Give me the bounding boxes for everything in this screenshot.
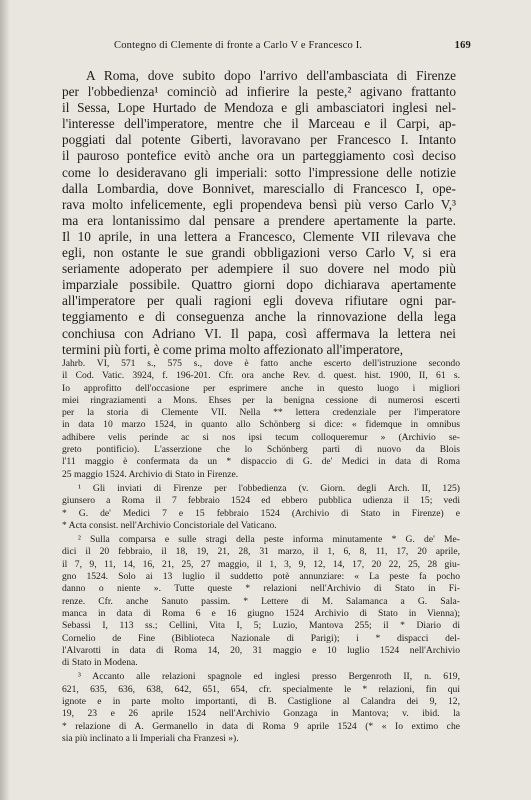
- footnote-line: gno 1524. Solo ai 13 luglio il suddetto potè annunziare: « La peste fa pocho: [62, 571, 460, 583]
- footnote-line: l'Alvarotti in data di Roma 14, 20, 31 maggio e 10 luglio 1524 nell'Archivio: [62, 644, 460, 656]
- body-line: rava molto infelicemente, egli propendeva bensì più verso Carlo V,³: [62, 196, 456, 212]
- footnote-line: Jahrb. VI, 571 s., 575 s., dove è fatto anche escerto dell'istruzione secondo: [62, 358, 460, 369]
- footnote-line: per la storia di Clemente VII. Nella ** lettera credenziale per l'imperatore: [62, 407, 460, 419]
- footnote-line: miei ringraziamenti a Mons. Ehses per la benigna cessione di numerosi escerti: [62, 394, 460, 406]
- footnote-line: ignote e in parte molto importanti, di B. Castiglione al Calandra dei 9, 12,: [62, 696, 460, 708]
- footnote-line: sia più inclinato a li Imperiali cha Franzesi »).: [62, 732, 239, 744]
- body-line: per l'obbedienza¹ cominciò ad infierire la peste,² agivano frattanto: [62, 84, 456, 100]
- body-line: il Sessa, Lope Hurtado de Mendoza e gli ambasciatori inglesi nel-: [62, 100, 456, 116]
- footnote-line: ³ Accanto alle relazioni spagnole ed inglesi presso Bergenroth II, n. 619,: [78, 671, 460, 683]
- footnotes: [62, 358, 460, 745]
- body-line: conchiusa con Adriano VI. Il papa, così affermava la lettera nei: [62, 325, 456, 341]
- body-line: teggiamento e di conseguenza anche la rinnovazione della lega: [62, 309, 456, 325]
- body-line: A Roma, dove subito dopo l'arrivo dell'ambasciata di Firenze: [86, 68, 456, 83]
- body-line: come lo desideravano gli imperiali: sotto l'impressione delle notizie: [62, 164, 456, 180]
- footnote-line: manca in data di Roma 6 e 16 giugno 1524 Archivio di Stato in Vienna);: [62, 607, 460, 619]
- body-line: imparziale possibile. Quattro giorni dopo dichiarava apertamente: [62, 277, 456, 293]
- footnote-line: l'11 maggio è confermata da un * dispaccio di G. de' Medici in data di Roma: [62, 456, 460, 468]
- footnote-line: in data 10 marzo 1524, in quanto allo Schönberg si dice: « fidemque in omnibus: [62, 419, 460, 431]
- body-line: Il 10 aprile, in una lettera a Francesco, Clemente VII rilevava che: [62, 228, 456, 244]
- footnote-line: 621, 635, 636, 638, 642, 651, 654, cfr. specialmente le * relazioni, fin qui: [62, 683, 460, 695]
- page-gutter-shadow: [0, 0, 10, 800]
- footnote-line: il 7, 9, 11, 14, 16, 21, 25, 27 maggio, il 1, 3, 9, 12, 14, 17, 20 22, 25, 28 giu-: [62, 558, 460, 570]
- footnote-line: * relazione di A. Germanello in data di Roma 9 aprile 1524 (* « Io extimo che: [62, 720, 460, 732]
- footnote-line: * Acta consist. nell'Archivio Concistoriale del Vaticano.: [62, 519, 277, 531]
- body-line: il pauroso pontefice evitò anche ora un parteggiamento così deciso: [62, 148, 456, 164]
- footnote-line: ² Sulla comparsa e sulle stragi della peste informa minutamente * G. de' Me-: [78, 534, 460, 546]
- footnote-line: ¹ Gli inviati di Firenze per l'obbedienza (v. Giorn. degli Arch. II, 125): [78, 482, 460, 494]
- body-line: all'imperatore per quali ragioni egli doveva rifiutare ogni par-: [62, 293, 456, 309]
- footnote-line: 19, 23 e 26 aprile 1524 nell'Archivio Gonzaga in Mantova; v. ibid. la: [62, 708, 460, 720]
- footnote-line: Io approfitto dell'occasione per esprimere anche in questo luogo i migliori: [62, 382, 460, 394]
- footnote-line: adhibere velis perinde ac si nos ipsi tecum colloqueremur » (Archivio se-: [62, 431, 460, 443]
- body-line: egli, non ostante le sue grandi obbligazioni verso Carlo V, si era: [62, 245, 456, 261]
- footnote-line: dici il 20 febbraio, il 18, 19, 21, 28, 31 marzo, il 1, 6, 8, 11, 17, 20 aprile,: [62, 546, 460, 558]
- body-line: ma era lontanissimo dal pensare a prendere apertamente la parte.: [62, 212, 456, 228]
- footnote-line: danno o niente ». Tutte queste * relazioni nell'Archivio di Stato in Fi-: [62, 583, 460, 595]
- footnote-line: greto pontificio). L'asserzione che lo Schönberg partì di nuovo da Blois: [62, 444, 460, 456]
- running-title: Contegno di Clemente di fronte a Carlo V e Francesco I.: [114, 40, 363, 51]
- page-number: 169: [454, 40, 471, 51]
- body-line: termini più forti, è come prima molto affezionato all'imperatore,: [62, 341, 404, 357]
- footnote-line: Cornelio de Fine (Biblioteca Nazionale di Parigi); i * dispacci del-: [62, 632, 460, 644]
- footnote-line: 25 maggio 1524. Archivio di Stato in Firenze.: [62, 468, 239, 480]
- body-line: dalla Lombardia, dove Bonnivet, maresciallo di Francesco I, ope-: [62, 180, 456, 196]
- footnote-line: Sebassi I, 113 ss.; Cellini, Vita I, 5; Luzio, Mantova 255; il * Diario di: [62, 620, 460, 632]
- body-line: seriamente adoperato per adempiere il suo dovere nel modo più: [62, 261, 456, 277]
- footnote-line: di Stato in Modena.: [62, 657, 138, 669]
- footnote-line: il Cod. Vatic. 3924, f. 196-201. Cfr. ora anche Rev. d. quest. hist. 1900, II, 61 s.: [62, 370, 460, 382]
- footnote-line: giunsero a Roma il 7 febbraio 1524 ed ebbero pubblica udienza il 15; vedi: [62, 495, 460, 507]
- main-text: [62, 68, 456, 358]
- footnote-line: renze. Cfr. anche Sanuto passim. * Lettere di M. Salamanca a G. Sala-: [62, 595, 460, 607]
- footnote-line: * G. de' Medici 7 e 15 febbraio 1524 (Archivio di Stato in Firenze) e: [62, 507, 460, 519]
- body-line: l'interesse dell'imperatore, mentre che il Marceau e il Carpi, ap-: [62, 116, 456, 132]
- body-line: poggiati dal potente Giberti, lavoravano per Francesco I. Intanto: [62, 132, 456, 148]
- running-header: [62, 40, 471, 51]
